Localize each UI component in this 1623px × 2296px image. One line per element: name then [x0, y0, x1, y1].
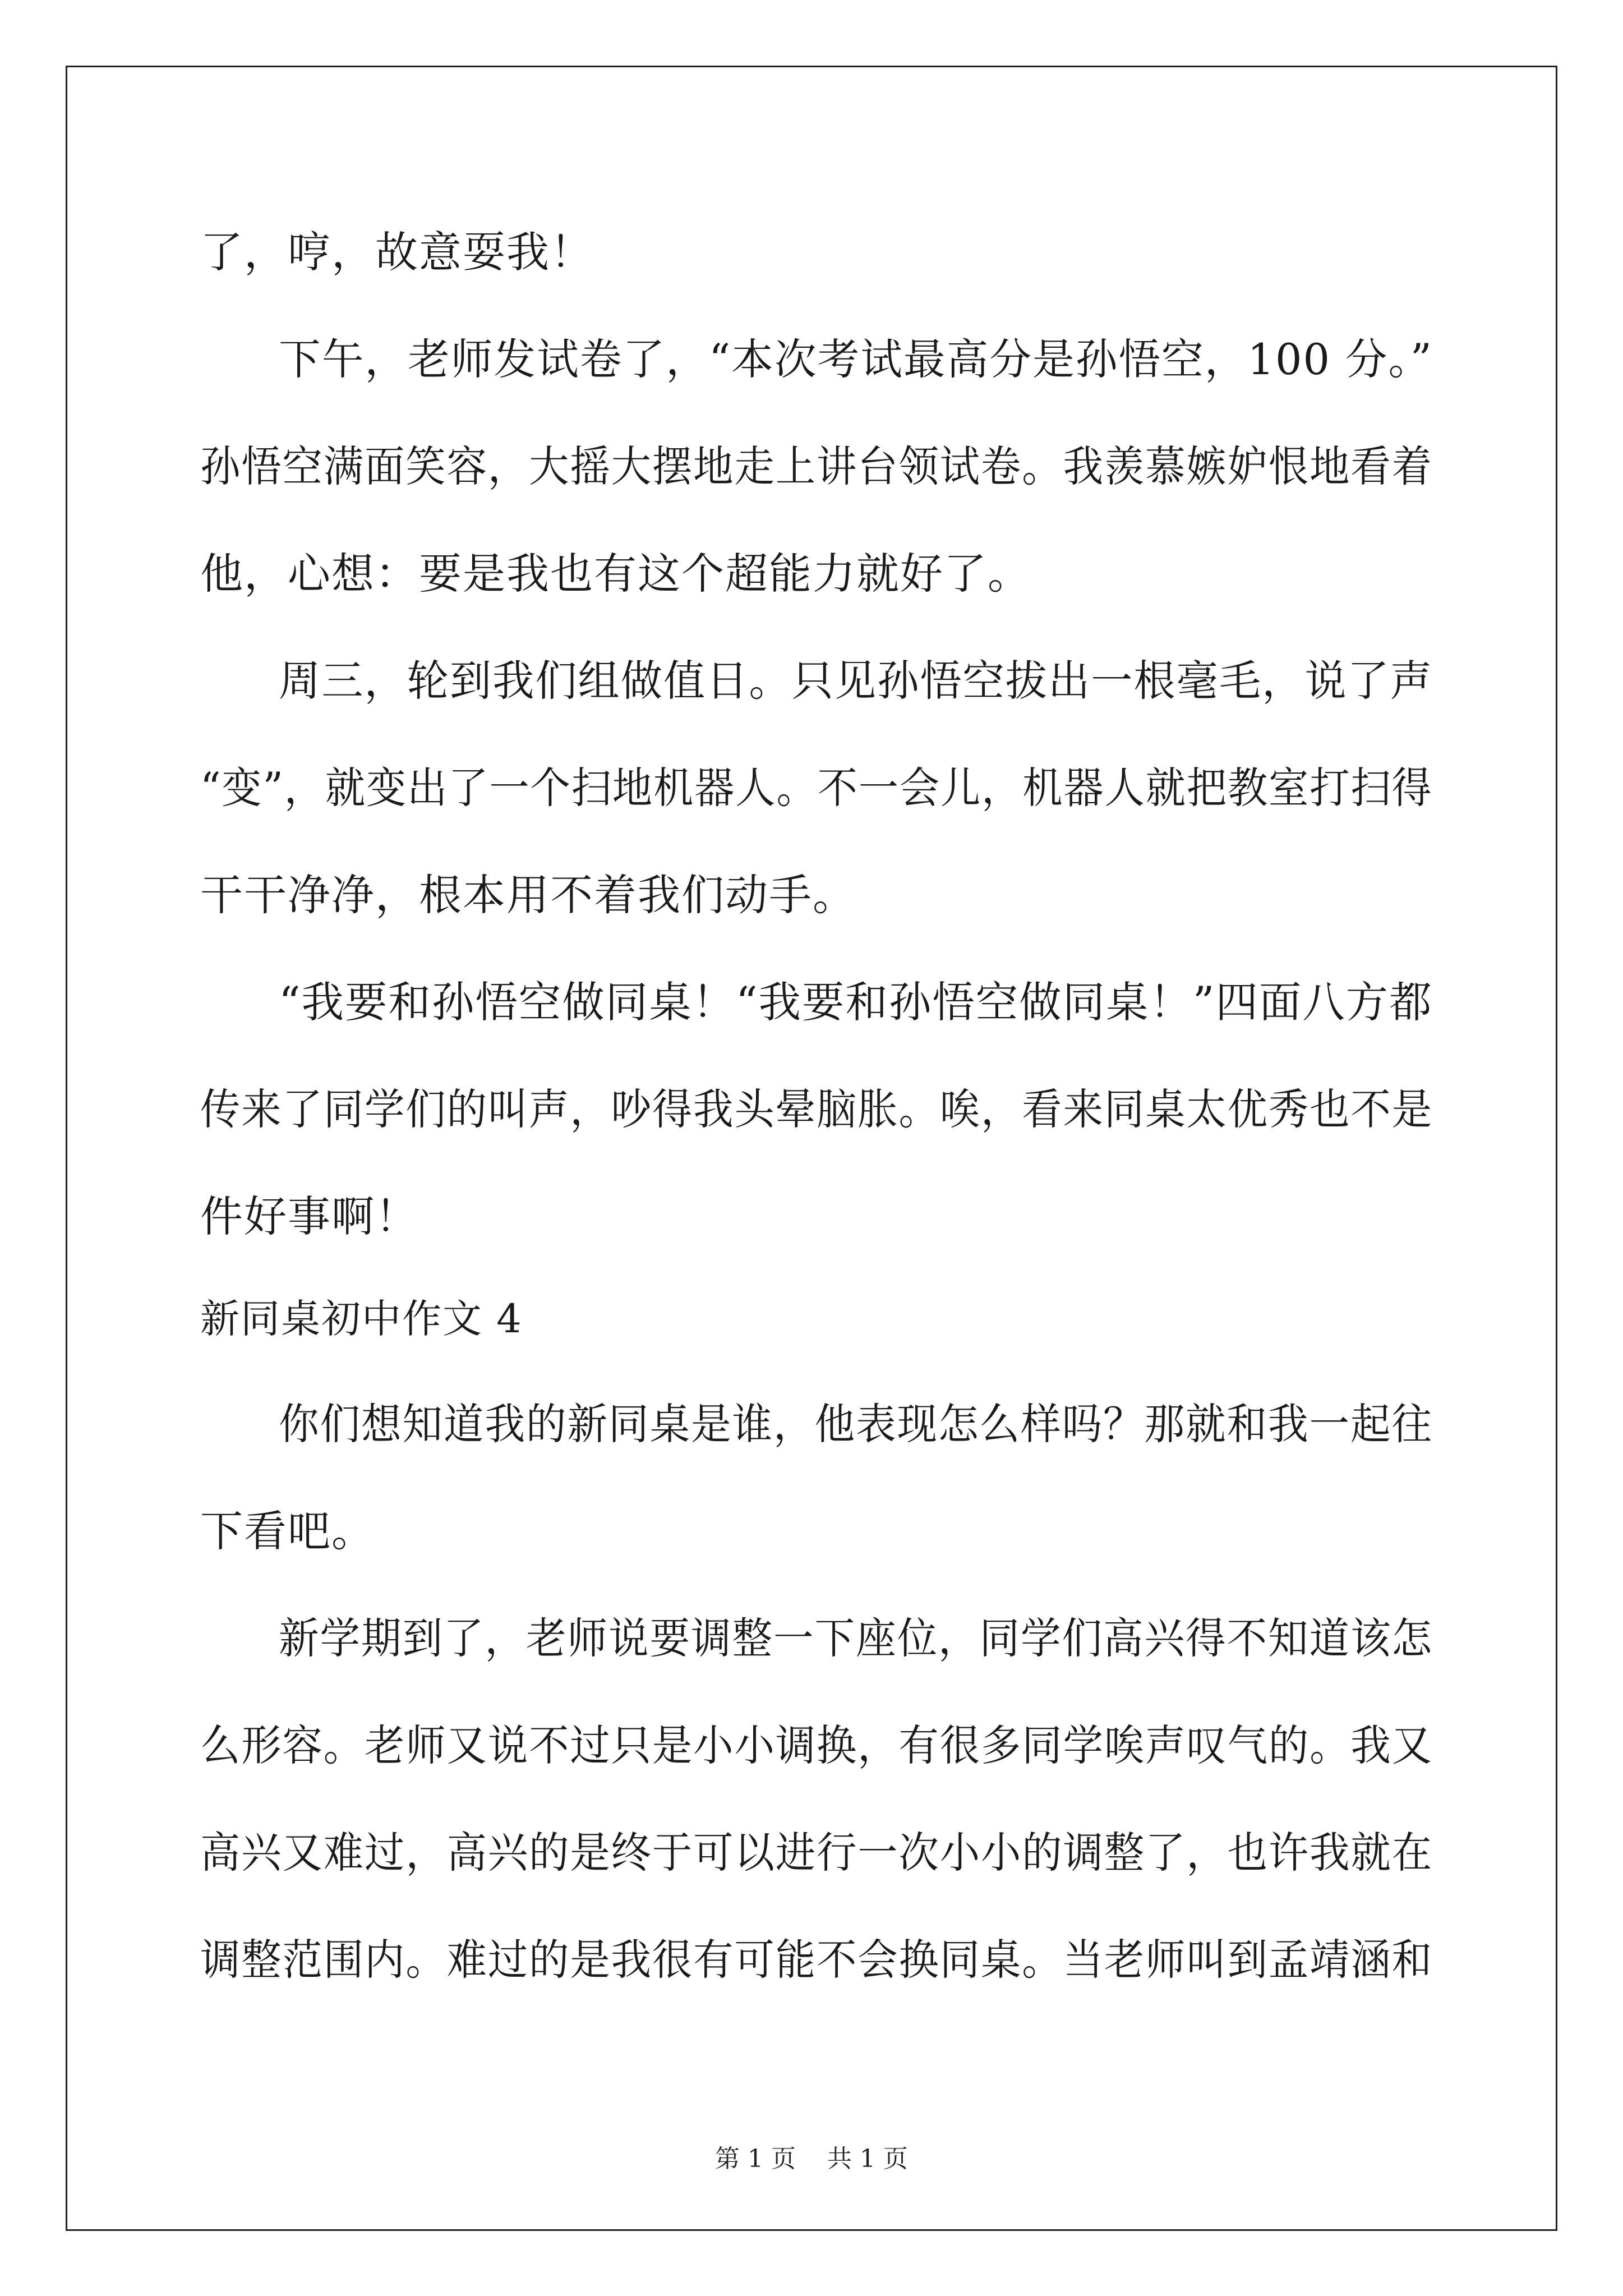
page-total: 共 1 页	[827, 2145, 908, 2173]
text-line-9: 传来了同学们的叫声，吵得我头晕脑胀。唉，看来同桌太优秀也不是	[200, 1084, 1433, 1134]
text-line-13: 下看吧。	[200, 1506, 375, 1556]
text-line-7: 干干净净，根本用不着我们动手。	[200, 870, 856, 920]
text-line-8: “我要和孙悟空做同桌！“我要和孙悟空做同桌！”四面八方都	[279, 977, 1433, 1027]
text-line-10: 件好事啊！	[200, 1191, 419, 1241]
text-line-4: 他，心想：要是我也有这个超能力就好了。	[200, 549, 1031, 599]
section-heading: 新同桌初中作文 4	[200, 1296, 523, 1342]
text-line-5: 周三，轮到我们组做值日。只见孙悟空拔出一根毫毛，说了声	[279, 656, 1433, 706]
text-line-3: 孙悟空满面笑容，大摇大摆地走上讲台领试卷。我羡慕嫉妒恨地看着	[200, 441, 1433, 491]
text-line-14: 新学期到了，老师说要调整一下座位，同学们高兴得不知道该怎	[279, 1613, 1433, 1663]
page-number: 第 1 页	[715, 2145, 796, 2173]
text-line-12: 你们想知道我的新同桌是谁，他表现怎么样吗？那就和我一起往	[279, 1399, 1433, 1449]
text-line-6: “变”，就变出了一个扫地机器人。不一会儿，机器人就把教室打扫得	[200, 763, 1433, 813]
text-line-1: 了，哼，故意耍我！	[200, 227, 594, 277]
text-line-2: 下午，老师发试卷了，“本次考试最高分是孙悟空，100 分。”	[279, 334, 1433, 384]
text-line-15: 么形容。老师又说不过只是小小调换，有很多同学唉声叹气的。我又	[200, 1720, 1433, 1770]
text-line-17: 调整范围内。难过的是我很有可能不会换同桌。当老师叫到孟靖涵和	[200, 1935, 1433, 1985]
page-border	[66, 66, 1557, 2231]
text-line-16: 高兴又难过，高兴的是终于可以进行一次小小的调整了，也许我就在	[200, 1828, 1433, 1878]
page-footer	[0, 2138, 1623, 2174]
